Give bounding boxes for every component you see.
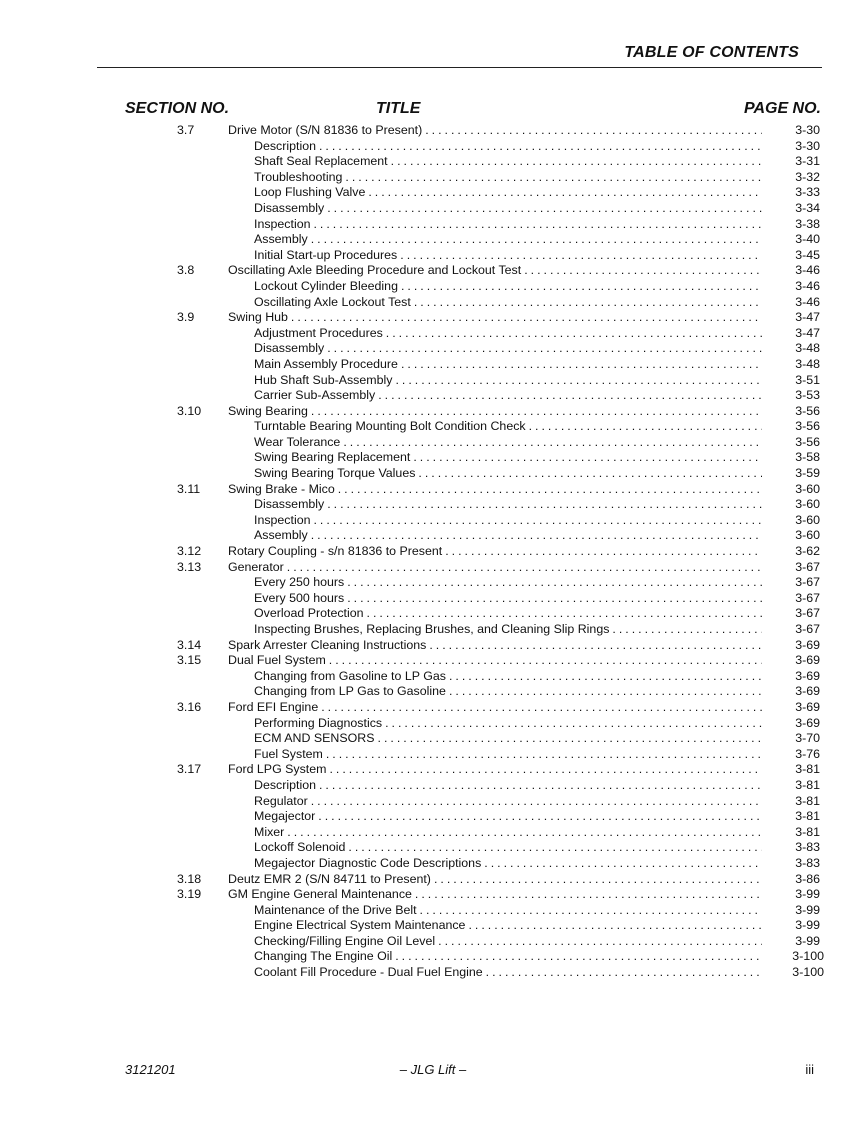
dot-leader <box>449 669 762 685</box>
toc-entry-line <box>254 435 762 451</box>
toc-entry-title: Changing from Gasoline to LP Gas <box>254 668 446 683</box>
dot-leader <box>434 872 762 888</box>
toc-page-number: 3-83 <box>795 840 820 855</box>
toc-page-number: 3-60 <box>795 481 820 496</box>
toc-page-number: 3-46 <box>795 278 820 293</box>
toc-entry-line <box>254 388 762 404</box>
toc-entry[interactable] <box>0 185 866 201</box>
toc-entry[interactable] <box>0 591 866 607</box>
toc-entry-title: Disassembly <box>254 497 325 512</box>
toc-page-number: 3-69 <box>795 684 820 699</box>
toc-entry[interactable] <box>0 466 866 482</box>
toc-entry[interactable] <box>0 747 866 763</box>
toc-entry[interactable] <box>0 825 866 841</box>
toc-section-number: 3.16 <box>177 699 202 714</box>
toc-entry[interactable] <box>0 575 866 591</box>
toc-entry-title: Lockoff Solenoid <box>254 840 346 855</box>
toc-entry[interactable] <box>0 809 866 825</box>
toc-entry[interactable] <box>0 263 866 279</box>
toc-entry[interactable] <box>0 544 866 560</box>
toc-page-number: 3-81 <box>795 793 820 808</box>
toc-page-number: 3-67 <box>795 575 820 590</box>
toc-entry-line <box>228 482 762 498</box>
toc-entry[interactable] <box>0 404 866 420</box>
dot-leader <box>319 139 762 155</box>
toc-page-number: 3-48 <box>795 356 820 371</box>
toc-entry-line <box>254 201 762 217</box>
toc-page-number: 3-100 <box>792 949 824 964</box>
toc-entry[interactable] <box>0 450 866 466</box>
toc-entry[interactable] <box>0 716 866 732</box>
dot-leader <box>287 560 762 576</box>
dot-leader <box>415 887 762 903</box>
toc-page-number: 3-60 <box>795 512 820 527</box>
toc-entry-line <box>228 638 762 654</box>
toc-entry[interactable] <box>0 778 866 794</box>
toc-list <box>0 123 866 981</box>
toc-page-number: 3-59 <box>795 466 820 481</box>
toc-entry[interactable] <box>0 357 866 373</box>
toc-page-number: 3-69 <box>795 668 820 683</box>
toc-page-number: 3-45 <box>795 247 820 262</box>
toc-entry-line <box>254 731 762 747</box>
toc-entry[interactable] <box>0 653 866 669</box>
toc-entry-line <box>254 497 762 513</box>
toc-entry-line <box>254 139 762 155</box>
dot-leader <box>348 840 762 856</box>
toc-entry[interactable] <box>0 139 866 155</box>
toc-page-number: 3-99 <box>795 902 820 917</box>
toc-entry-title: Maintenance of the Drive Belt <box>254 902 417 917</box>
toc-entry-title: Drive Motor (S/N 81836 to Present) <box>228 123 423 137</box>
toc-section-number: 3.11 <box>177 481 201 496</box>
toc-entry-title: Rotary Coupling - s/n 81836 to Present <box>228 544 443 559</box>
toc-page-number: 3-62 <box>795 544 820 559</box>
dot-leader <box>347 591 762 607</box>
dot-leader <box>429 638 762 654</box>
toc-entry-title: Changing from LP Gas to Gasoline <box>254 684 446 699</box>
toc-entry-title: Generator <box>228 559 284 574</box>
toc-entry-title: Deutz EMR 2 (S/N 84711 to Present) <box>228 871 431 886</box>
dot-leader <box>484 856 762 872</box>
dot-leader <box>327 341 762 357</box>
toc-page-number: 3-69 <box>795 637 820 652</box>
toc-entry-line <box>228 544 762 560</box>
toc-entry[interactable] <box>0 232 866 248</box>
toc-entry-line <box>254 185 762 201</box>
toc-page-number: 3-100 <box>792 965 824 980</box>
dot-leader <box>468 918 762 934</box>
toc-entry-title: Oscillating Axle Bleeding Procedure and Lockout Test <box>228 263 522 278</box>
toc-page-number: 3-69 <box>795 715 820 730</box>
toc-entry-title: Checking/Filling Engine Oil Level <box>254 933 436 948</box>
toc-entry-title: Swing Bearing <box>228 403 308 418</box>
toc-entry[interactable] <box>0 684 866 700</box>
toc-page-number: 3-32 <box>795 169 820 184</box>
toc-page-number: 3-69 <box>795 699 820 714</box>
toc-entry-title: Shaft Seal Replacement <box>254 154 388 169</box>
toc-entry[interactable] <box>0 606 866 622</box>
toc-entry[interactable] <box>0 419 866 435</box>
toc-page-number: 3-56 <box>795 403 820 418</box>
toc-entry-title: Swing Bearing Replacement <box>254 450 411 465</box>
toc-entry-title: Assembly <box>254 528 308 543</box>
toc-entry-title: Mixer <box>254 824 285 839</box>
dot-leader <box>414 295 762 311</box>
toc-page-number: 3-47 <box>795 325 820 340</box>
dot-leader <box>401 279 762 295</box>
toc-page-number: 3-46 <box>795 294 820 309</box>
toc-page-number: 3-46 <box>795 263 820 278</box>
toc-entry[interactable] <box>0 513 866 529</box>
toc-section-number: 3.15 <box>177 653 202 668</box>
toc-page-number: 3-99 <box>795 887 820 902</box>
toc-entry[interactable] <box>0 528 866 544</box>
toc-entry-line <box>228 560 762 576</box>
dot-leader <box>420 903 762 919</box>
toc-entry-title: Initial Start-up Procedures <box>254 247 398 262</box>
toc-entry[interactable] <box>0 388 866 404</box>
toc-entry-line <box>228 310 762 326</box>
toc-entry[interactable] <box>0 123 866 139</box>
toc-entry[interactable] <box>0 794 866 810</box>
toc-entry-line <box>254 622 762 638</box>
toc-entry-title: Main Assembly Procedure <box>254 356 398 371</box>
toc-entry[interactable] <box>0 856 866 872</box>
toc-entry-line <box>254 949 762 965</box>
toc-entry-line <box>254 778 762 794</box>
toc-entry-title: Spark Arrester Cleaning Instructions <box>228 637 427 652</box>
toc-entry-line <box>254 794 762 810</box>
toc-page-number: 3-67 <box>795 622 820 636</box>
toc-page-number: 3-67 <box>795 559 820 574</box>
toc-entry-line <box>254 528 762 544</box>
dot-leader <box>401 357 762 373</box>
header-rule <box>97 67 822 68</box>
toc-page-number: 3-47 <box>795 310 820 325</box>
toc-entry[interactable] <box>0 949 866 965</box>
toc-page-number: 3-31 <box>795 154 820 169</box>
dot-leader <box>368 185 762 201</box>
dot-leader <box>386 326 762 342</box>
toc-entry[interactable] <box>0 903 866 919</box>
toc-entry[interactable] <box>0 934 866 950</box>
toc-entry-title: ECM AND SENSORS <box>254 731 375 746</box>
toc-entry-line <box>254 809 762 825</box>
toc-section-number: 3.17 <box>177 762 202 777</box>
dot-leader <box>338 482 762 498</box>
toc-entry-line <box>254 248 762 264</box>
dot-leader <box>327 497 762 513</box>
dot-leader <box>395 373 762 389</box>
column-header-page: PAGE NO. <box>743 100 821 117</box>
toc-entry-title: Every 500 hours <box>254 590 345 605</box>
dot-leader <box>425 123 762 139</box>
toc-section-number: 3.18 <box>177 871 202 886</box>
toc-entry-title: GM Engine General Maintenance <box>228 887 412 902</box>
toc-page-number: 3-81 <box>795 809 820 824</box>
toc-page-number: 3-67 <box>795 590 820 605</box>
toc-entry-line <box>254 450 762 466</box>
toc-entry-line <box>254 232 762 248</box>
toc-entry-title: Disassembly <box>254 200 325 215</box>
toc-entry-line <box>254 295 762 311</box>
footer-page-number: iii <box>805 1062 814 1077</box>
toc-entry[interactable] <box>0 217 866 233</box>
toc-page-number: 3-30 <box>795 138 820 153</box>
toc-entry-line <box>254 326 762 342</box>
toc-entry-title: Overload Protection <box>254 606 364 621</box>
toc-entry-line <box>254 606 762 622</box>
dot-leader <box>391 154 762 170</box>
toc-section-number: 3.8 <box>177 263 195 278</box>
toc-entry[interactable] <box>0 700 866 716</box>
toc-entry[interactable] <box>0 341 866 357</box>
toc-entry-title: Description <box>254 138 316 153</box>
toc-entry-title: Inspection <box>254 216 311 231</box>
toc-entry-title: Ford EFI Engine <box>228 699 319 714</box>
toc-entry[interactable] <box>0 965 866 981</box>
dot-leader <box>311 794 762 810</box>
toc-entry-line <box>254 934 762 950</box>
toc-page-number: 3-99 <box>795 918 820 933</box>
dot-leader <box>400 248 762 264</box>
toc-entry[interactable] <box>0 248 866 264</box>
toc-entry[interactable] <box>0 326 866 342</box>
toc-entry-line <box>228 762 762 778</box>
toc-entry-title: Lockout Cylinder Bleeding <box>254 278 398 293</box>
toc-entry-title: Dual Fuel System <box>228 653 326 668</box>
toc-entry[interactable] <box>0 373 866 389</box>
toc-entry-line <box>254 357 762 373</box>
toc-entry-line <box>254 341 762 357</box>
toc-entry-title: Megajector <box>254 809 316 824</box>
dot-leader <box>313 217 762 233</box>
toc-entry-line <box>228 700 762 716</box>
toc-entry-line <box>254 575 762 591</box>
toc-entry-line <box>254 373 762 389</box>
page-header-title: TABLE OF CONTENTS <box>624 44 799 61</box>
toc-entry[interactable] <box>0 840 866 856</box>
toc-entry[interactable] <box>0 435 866 451</box>
column-header-section: SECTION NO. <box>125 100 230 117</box>
toc-page-number: 3-69 <box>795 653 820 668</box>
toc-entry-line <box>254 825 762 841</box>
dot-leader <box>291 310 762 326</box>
toc-page-number: 3-40 <box>795 232 820 247</box>
toc-page-number: 3-38 <box>795 216 820 231</box>
toc-entry-title: Description <box>254 777 316 792</box>
toc-entry[interactable] <box>0 279 866 295</box>
dot-leader <box>524 263 762 279</box>
dot-leader <box>326 747 762 763</box>
toc-page-number: 3-53 <box>795 388 820 403</box>
toc-section-number: 3.19 <box>177 887 202 902</box>
footer-doc-number: 3121201 <box>125 1062 176 1077</box>
dot-leader <box>311 232 762 248</box>
toc-page-number: 3-70 <box>795 731 820 746</box>
toc-entry-title: Swing Hub <box>228 310 288 325</box>
toc-entry-line <box>228 872 762 888</box>
toc-page-number: 3-86 <box>795 871 820 886</box>
toc-entry-line <box>254 747 762 763</box>
toc-entry-title: Carrier Sub-Assembly <box>254 388 376 403</box>
toc-page-number: 3-60 <box>795 528 820 543</box>
toc-page-number: 3-56 <box>795 419 820 434</box>
dot-leader <box>318 809 762 825</box>
toc-entry-title: Performing Diagnostics <box>254 715 383 730</box>
dot-leader <box>329 653 762 669</box>
toc-entry-title: Inspecting Brushes, Replacing Brushes, and Cleaning Slip Rings <box>254 622 610 636</box>
dot-leader <box>418 466 762 482</box>
toc-entry-title: Every 250 hours <box>254 575 345 590</box>
dot-leader <box>321 700 762 716</box>
dot-leader <box>343 435 762 451</box>
toc-entry-title: Hub Shaft Sub-Assembly <box>254 372 393 387</box>
toc-entry[interactable] <box>0 201 866 217</box>
toc-entry-title: Engine Electrical System Maintenance <box>254 918 466 933</box>
dot-leader <box>413 450 762 466</box>
toc-section-number: 3.7 <box>177 123 195 137</box>
toc-section-number: 3.9 <box>177 310 195 325</box>
toc-page-number: 3-48 <box>795 341 820 356</box>
toc-entry-title: Changing The Engine Oil <box>254 949 393 964</box>
toc-entry-line <box>254 466 762 482</box>
toc-page-number: 3-81 <box>795 777 820 792</box>
toc-entry-title: Wear Tolerance <box>254 434 341 449</box>
toc-entry-line <box>228 263 762 279</box>
dot-leader <box>385 716 762 732</box>
dot-leader <box>347 575 762 591</box>
dot-leader <box>311 528 762 544</box>
toc-page-number: 3-76 <box>795 746 820 761</box>
toc-entry-line <box>254 684 762 700</box>
toc-entry-line <box>254 669 762 685</box>
dot-leader <box>449 684 762 700</box>
toc-entry[interactable] <box>0 295 866 311</box>
dot-leader <box>438 934 762 950</box>
toc-entry-line <box>254 170 762 186</box>
toc-section-number: 3.14 <box>177 637 202 652</box>
dot-leader <box>445 544 762 560</box>
toc-entry[interactable] <box>0 560 866 576</box>
toc-entry-line <box>254 217 762 233</box>
toc-section-number: 3.12 <box>177 544 202 559</box>
toc-entry[interactable] <box>0 731 866 747</box>
toc-entry-line <box>228 887 762 903</box>
toc-page-number: 3-99 <box>795 933 820 948</box>
toc-entry-title: Troubleshooting <box>254 169 343 184</box>
dot-leader <box>313 513 762 529</box>
toc-entry-title: Coolant Fill Procedure - Dual Fuel Engine <box>254 965 483 980</box>
toc-entry-title: Inspection <box>254 512 311 527</box>
toc-entry[interactable] <box>0 669 866 685</box>
toc-page-number: 3-34 <box>795 200 820 215</box>
dot-leader <box>486 965 762 981</box>
toc-entry[interactable] <box>0 154 866 170</box>
toc-entry-line <box>228 404 762 420</box>
footer-brand: – JLG Lift – <box>399 1062 467 1077</box>
toc-entry[interactable] <box>0 497 866 513</box>
dot-leader <box>311 404 762 420</box>
toc-entry-line <box>228 123 762 139</box>
toc-entry-title: Regulator <box>254 793 308 808</box>
toc-entry[interactable] <box>0 482 866 498</box>
toc-entry-title: Swing Brake - Mico <box>228 481 335 496</box>
toc-entry-line <box>254 279 762 295</box>
toc-entry-title: Swing Bearing Torque Values <box>254 466 416 481</box>
toc-entry-title: Ford LPG System <box>228 762 327 777</box>
toc-entry-title: Assembly <box>254 232 308 247</box>
toc-section-number: 3.10 <box>177 403 202 418</box>
dot-leader <box>327 201 762 217</box>
toc-page-number: 3-60 <box>795 497 820 512</box>
dot-leader <box>329 762 762 778</box>
toc-entry[interactable] <box>0 918 866 934</box>
toc-page-number: 3-83 <box>795 855 820 870</box>
column-header-title: TITLE <box>376 100 421 117</box>
toc-page-number: 3-51 <box>795 372 820 387</box>
dot-leader <box>378 731 763 747</box>
toc-entry[interactable] <box>0 310 866 326</box>
toc-entry[interactable] <box>0 762 866 778</box>
toc-page-number: 3-58 <box>795 450 820 465</box>
dot-leader <box>378 388 762 404</box>
dot-leader <box>345 170 762 186</box>
toc-entry-title: Turntable Bearing Mounting Bolt Condition Check <box>254 419 526 434</box>
dot-leader <box>612 622 762 638</box>
toc-entry-title: Megajector Diagnostic Code Descriptions <box>254 855 482 870</box>
toc-page-number: 3-81 <box>795 824 820 839</box>
toc-page-number: 3-67 <box>795 606 820 621</box>
toc-entry-line <box>254 513 762 529</box>
toc-entry-line <box>254 965 762 981</box>
toc-entry-title: Fuel System <box>254 746 323 761</box>
toc-entry-line <box>254 918 762 934</box>
toc-page-number: 3-56 <box>795 434 820 449</box>
toc-page-number: 3-33 <box>795 185 820 200</box>
toc-entry-line <box>228 653 762 669</box>
toc-entry[interactable] <box>0 638 866 654</box>
toc-entry[interactable] <box>0 622 866 638</box>
toc-entry-title: Adjustment Procedures <box>254 325 383 340</box>
toc-entry-line <box>254 903 762 919</box>
dot-leader <box>287 825 762 841</box>
toc-entry-title: Disassembly <box>254 341 325 356</box>
toc-page-number: 3-30 <box>795 123 820 137</box>
toc-entry[interactable] <box>0 872 866 888</box>
toc-entry-title: Oscillating Axle Lockout Test <box>254 294 411 309</box>
toc-entry-line <box>254 716 762 732</box>
toc-entry-line <box>254 154 762 170</box>
toc-section-number: 3.13 <box>177 559 202 574</box>
toc-entry[interactable] <box>0 887 866 903</box>
dot-leader <box>367 606 762 622</box>
toc-entry-title: Loop Flushing Valve <box>254 185 366 200</box>
toc-entry[interactable] <box>0 170 866 186</box>
toc-page-number: 3-81 <box>795 762 820 777</box>
toc-entry-line <box>254 591 762 607</box>
toc-entry-line <box>254 419 762 435</box>
dot-leader <box>395 949 762 965</box>
dot-leader <box>319 778 762 794</box>
toc-entry-line <box>254 840 762 856</box>
dot-leader <box>529 419 762 435</box>
toc-entry-line <box>254 856 762 872</box>
